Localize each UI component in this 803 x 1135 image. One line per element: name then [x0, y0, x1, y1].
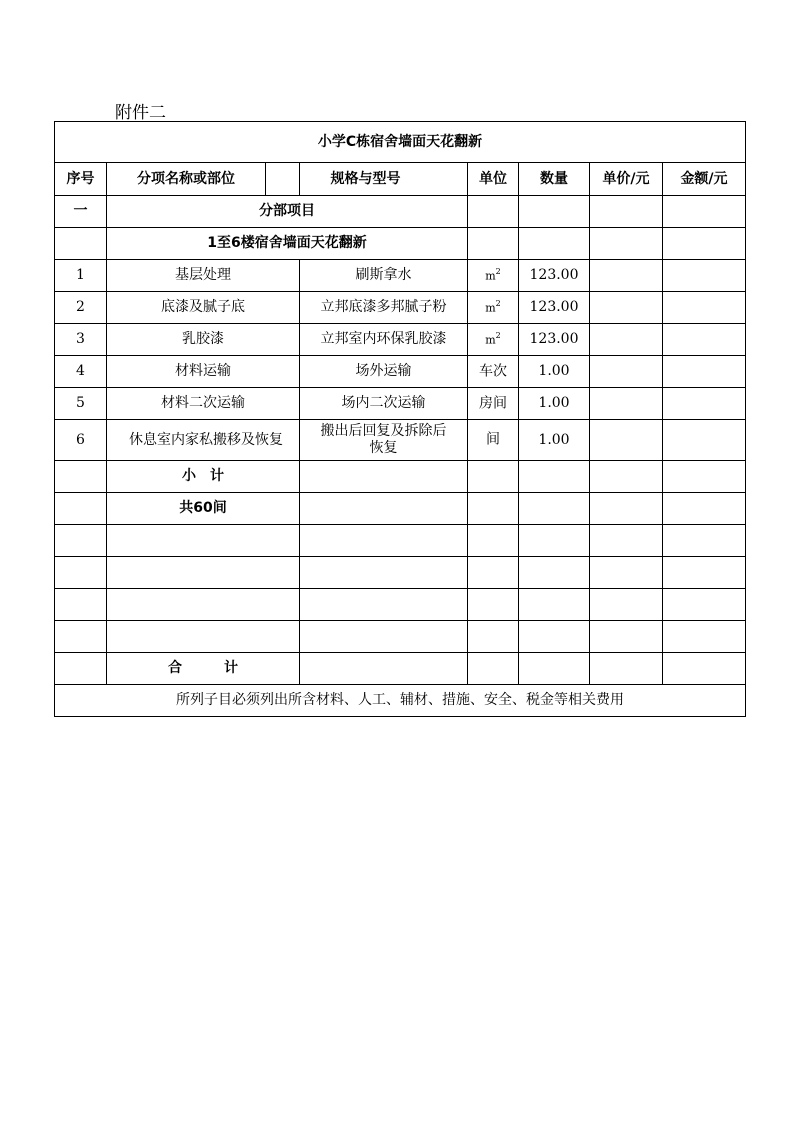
table-row [55, 388, 746, 420]
unit-base: m [485, 301, 496, 315]
table-row [55, 356, 746, 388]
cell-empty [107, 525, 300, 557]
table-row [55, 260, 746, 292]
cell-empty [468, 653, 519, 685]
row-unit-price [590, 356, 663, 388]
cell-empty [55, 589, 107, 621]
cell-empty [519, 557, 590, 589]
subtotal-label: 小 计 [107, 461, 300, 493]
cell-empty [519, 621, 590, 653]
row-unit-price [590, 420, 663, 461]
cell-empty [468, 557, 519, 589]
row-amount [663, 420, 746, 461]
row-quantity: 123.00 [519, 260, 590, 292]
cell-empty [590, 228, 663, 260]
footnote: 所列子目必须列出所含材料、人工、辅材、措施、安全、税金等相关费用 [55, 685, 746, 717]
row-unit-price [590, 260, 663, 292]
row-unit-price [590, 292, 663, 324]
cell-empty [663, 653, 746, 685]
cell-empty [300, 493, 468, 525]
cell-empty [519, 228, 590, 260]
cell-empty [590, 589, 663, 621]
cell-empty [468, 589, 519, 621]
header-quantity: 数量 [519, 163, 590, 196]
cell-empty [468, 525, 519, 557]
cell-empty [519, 493, 590, 525]
header-amount: 金额/元 [663, 163, 746, 196]
row-unit [468, 356, 519, 388]
cell-empty [300, 525, 468, 557]
cell-empty [55, 228, 107, 260]
attachment-label: 附件二 [115, 103, 166, 123]
row-index: 3 [55, 324, 107, 356]
table-title: 小学C栋宿舍墙面天花翻新 [55, 122, 746, 163]
cell-empty [300, 589, 468, 621]
cell-empty [663, 493, 746, 525]
row-unit [468, 260, 519, 292]
row-spec: 场外运输 [300, 356, 468, 388]
row-unit-price [590, 388, 663, 420]
unit-base: 间 [486, 431, 500, 448]
cell-empty [663, 589, 746, 621]
section-index: 一 [55, 196, 107, 228]
row-amount [663, 292, 746, 324]
header-item-name [107, 163, 300, 196]
row-unit [468, 324, 519, 356]
row-quantity: 123.00 [519, 324, 590, 356]
cell-empty [55, 621, 107, 653]
table-row [55, 324, 746, 356]
cell-empty [519, 196, 590, 228]
cell-empty [590, 653, 663, 685]
row-name: 底漆及腻子底 [107, 292, 300, 324]
unit-base: m [485, 269, 496, 283]
cell-empty [468, 621, 519, 653]
row-amount [663, 388, 746, 420]
unit-superscript: 2 [495, 266, 501, 276]
cell-empty [107, 589, 300, 621]
cell-empty [107, 621, 300, 653]
cell-empty [663, 557, 746, 589]
count-label: 共60间 [107, 493, 300, 525]
section-label: 分部项目 [107, 196, 468, 228]
cell-empty [468, 228, 519, 260]
row-index: 5 [55, 388, 107, 420]
row-index: 6 [55, 420, 107, 461]
row-name: 材料二次运输 [107, 388, 300, 420]
row-amount [663, 324, 746, 356]
cell-empty [55, 557, 107, 589]
cell-empty [519, 589, 590, 621]
row-name: 基层处理 [107, 260, 300, 292]
header-item-name-label: 分项名称或部位 [107, 163, 266, 195]
empty-row [55, 525, 746, 557]
cell-empty [300, 653, 468, 685]
row-index: 2 [55, 292, 107, 324]
cell-empty [590, 196, 663, 228]
cell-empty [519, 525, 590, 557]
empty-row [55, 589, 746, 621]
cell-empty [468, 493, 519, 525]
header-index: 序号 [55, 163, 107, 196]
total-label: 合 计 [107, 653, 300, 685]
cell-empty [663, 621, 746, 653]
table-row [55, 292, 746, 324]
quotation-table [54, 121, 746, 717]
row-unit-price [590, 324, 663, 356]
cell-empty [519, 461, 590, 493]
row-quantity: 1.00 [519, 356, 590, 388]
row-quantity: 1.00 [519, 388, 590, 420]
unit-superscript: 2 [495, 298, 501, 308]
row-name: 材料运输 [107, 356, 300, 388]
cell-empty [663, 196, 746, 228]
row-name: 乳胶漆 [107, 324, 300, 356]
unit-base: 车次 [479, 363, 507, 380]
row-quantity: 1.00 [519, 420, 590, 461]
row-unit [468, 388, 519, 420]
row-spec: 立邦室内环保乳胶漆 [300, 324, 468, 356]
unit-superscript: 2 [495, 330, 501, 340]
row-spec: 刷斯拿水 [300, 260, 468, 292]
header-spec [300, 163, 468, 196]
row-index: 1 [55, 260, 107, 292]
row-amount [663, 260, 746, 292]
header-unit-price: 单价/元 [590, 163, 663, 196]
cell-empty [300, 461, 468, 493]
unit-base: 房间 [479, 395, 507, 412]
row-spec: 搬出后回复及拆除后恢复 [300, 420, 468, 461]
row-amount [663, 356, 746, 388]
subsection-label: 1至6楼宿舍墙面天花翻新 [107, 228, 468, 260]
cell-empty [107, 557, 300, 589]
row-spec: 场内二次运输 [300, 388, 468, 420]
cell-empty [663, 461, 746, 493]
unit-base: m [485, 333, 496, 347]
row-index: 4 [55, 356, 107, 388]
cell-empty [590, 621, 663, 653]
cell-empty [55, 493, 107, 525]
cell-empty [663, 228, 746, 260]
row-unit [468, 292, 519, 324]
empty-row [55, 621, 746, 653]
header-spec-label: 规格与型号 [330, 170, 401, 187]
cell-empty [590, 557, 663, 589]
row-quantity: 123.00 [519, 292, 590, 324]
cell-empty [468, 461, 519, 493]
cell-empty [590, 461, 663, 493]
cell-empty [590, 493, 663, 525]
cell-empty [55, 461, 107, 493]
row-spec: 立邦底漆多邦腻子粉 [300, 292, 468, 324]
cell-empty [663, 525, 746, 557]
row-unit [468, 420, 519, 461]
cell-empty [468, 196, 519, 228]
row-name: 休息室内家私搬移及恢复 [107, 420, 300, 461]
cell-empty [55, 525, 107, 557]
cell-empty [590, 525, 663, 557]
cell-empty [519, 653, 590, 685]
cell-empty [300, 557, 468, 589]
table-row [55, 420, 746, 461]
header-unit: 单位 [468, 163, 519, 196]
cell-empty [300, 621, 468, 653]
empty-row [55, 557, 746, 589]
cell-empty [55, 653, 107, 685]
